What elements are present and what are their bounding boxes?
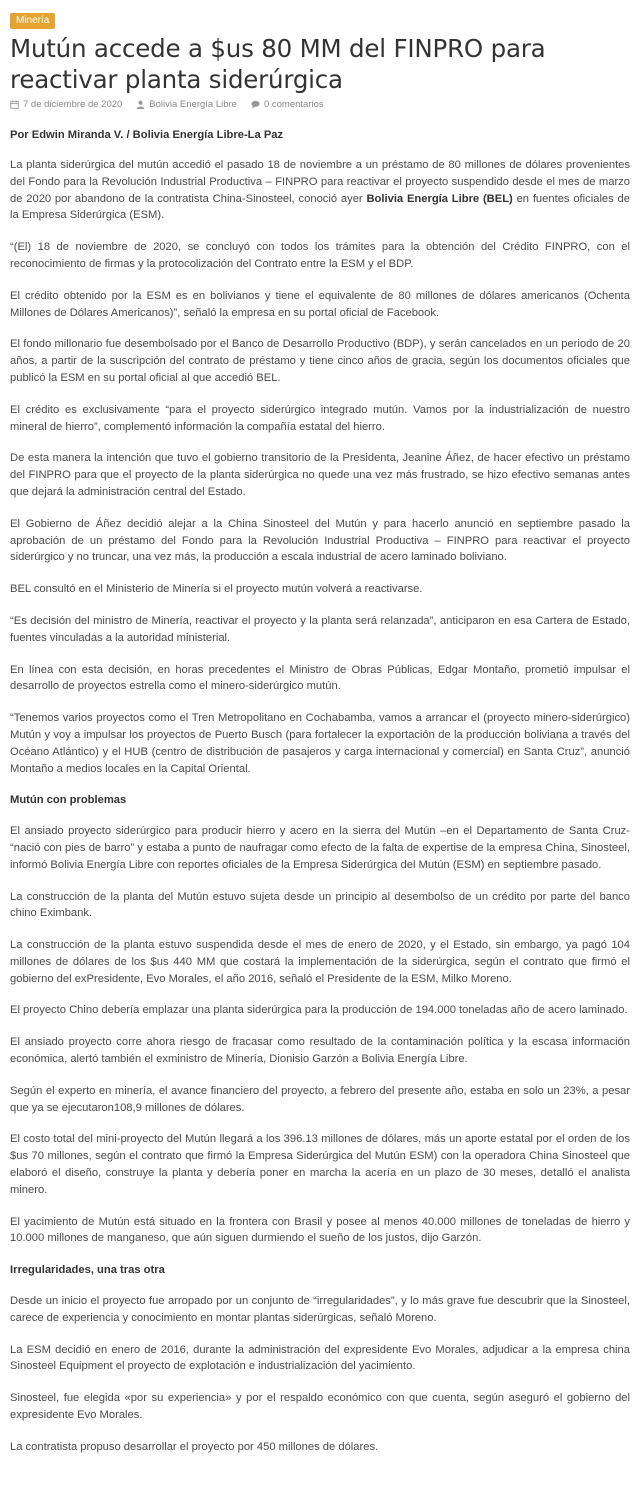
post-author-link[interactable]: Bolivia Energía Libre — [149, 99, 237, 110]
paragraph: La construcción de la planta estuvo suspendida desde el mes de enero de 2020, y el Estado, sin embargo, ya pagó 104 millones de dólares de los $us 440 MM que costará la implementación de la siderúrgica, según el contrato que firmó el gobierno del exPresidente, Evo Morales, el año 2016, señaló el Presidente de la ESM, Milko Moreno. — [10, 939, 630, 985]
paragraph: BEL consultó en el Ministerio de Minería si el proyecto mutún volverá a reactivarse. — [10, 583, 423, 596]
paragraph: La ESM decidió en enero de 2016, durante la administración del expresidente Evo Morales, adjudicar a la empresa china Sinosteel Equipment el proyecto de explotación e industrialización del yacimiento. — [10, 1343, 630, 1373]
paragraph: En línea con esta decisión, en horas precedentes el Ministro de Obras Públicas, Edgar Montaño, prometió impulsar el desarrollo de proyectos estrella como el minero-siderúrgico mutún. — [10, 663, 630, 693]
byline: Por Edwin Miranda V. / Bolivia Energía Libre-La Paz — [10, 129, 284, 141]
post-comments-link[interactable]: 0 comentarios — [263, 99, 324, 110]
comment-icon — [251, 100, 260, 109]
paragraph: El ansiado proyecto siderúrgico para producir hierro y acero en la sierra del Mutún –en el Departamento de Santa Cruz- “nació con pies de barro” y estaba a punto de naufragar como efecto de la falta de expertise de la empresa China, Sinosteel, informó Bolivia Energía Libre con reportes oficiales de la Empresa Siderúrgica del Mutún (ESM) en septiembre pasado. — [10, 825, 630, 871]
paragraph: “Es decisión del ministro de Minería, reactivar el proyecto y la planta será relanzada”, anticiparon en esa Cartera de Estado, fuentes vinculadas a la autoridad ministerial. — [10, 614, 630, 644]
article-title: Mutún accede a $us 80 MM del FINPRO para reactivar planta siderúrgica — [10, 34, 546, 94]
post-author[interactable] — [136, 99, 237, 110]
post-comments[interactable] — [251, 99, 324, 110]
paragraph: El proyecto Chino debería emplazar una planta siderúrgica para la producción de 194.000 toneladas año de acero laminado. — [10, 1004, 628, 1017]
paragraph: De esta manera la intención que tuvo el gobierno transitorio de la Presidenta, Jeanine Áñez, de hacer efectivo un préstamo del FINPRO para que el proyecto de la planta siderúrgica no quede una vez más frustrado, se hizo efectivo semanas antes que dejará la administración central del Estado. — [10, 452, 630, 498]
paragraph: El fondo millonario fue desembolsado por el Banco de Desarrollo Productivo (BDP), y serán cancelados en un periodo de 20 años, a partir de la suscripción del contrato de préstamo y tiene cinco años de gracia, según los documentos oficiales que publicó la ESM en su portal oficial al que accedió BEL. — [10, 338, 630, 384]
paragraph: Según el experto en minería, el avance financiero del proyecto, a febrero del presente año, estaba en solo un 23%, a pesar que ya se ejecutaron108,9 millones de dólares. — [10, 1084, 630, 1114]
paragraph: El crédito obtenido por la ESM es en bolivianos y tiene el equivalente de 80 millones de dólares americanos (Ochenta Millones de Dólares Americanos)”, señaló la empresa en su portal oficial de Facebook. — [10, 289, 630, 319]
paragraph: Sinosteel, fue elegida «por su experiencia» y por el respaldo económico con que cuenta, según aseguró el gobierno del expresidente Evo Morales. — [10, 1392, 630, 1422]
paragraph: “Tenemos varios proyectos como el Tren Metropolitano en Cochabamba, vamos a arrancar el (proyecto minero-siderúrgico) Mutún y voy a impulsar los proyectos de Puerto Busch (para fortalecer la exportación de la producción boliviana a través del Océano Atlántico) y el HUB (centro de distribución de pasajeros y carga internacional y comercial) en Santa Cruz”, anunció Montaño a medios locales en la Capital Oriental. — [10, 712, 630, 775]
paragraph-text: La planta siderúrgica del mutún accedió el pasado 18 de noviembre a un préstamo de 80 millones de dólares provenientes del Fondo para la Revolución Industrial Productiva – FINPRO para reactivar el proyecto suspendido desde el mes de marzo de 2020 por abandono de la contratista China-Sinosteel, conoció ayer — [10, 159, 630, 205]
post-date-link[interactable]: 7 de diciembre de 2020 — [23, 99, 123, 110]
category-badge[interactable]: Minería — [10, 13, 55, 29]
paragraph — [10, 157, 630, 224]
paragraph: El Gobierno de Áñez decidió alejar a la China Sinosteel del Mutún y para hacerlo anunció en septiembre pasado la aprobación de un préstamo del Fondo para la Revolución Industrial Productiva – FINPRO para reactivar el proyecto siderúrgico y no truncar, una vez más, la producción a escala industrial de acero laminado boliviano. — [10, 517, 630, 564]
paragraph: El crédito es exclusivamente “para el proyecto siderúrgico integrado mutún. Vamos por la industrialización de nuestro mineral de hierro”, complementó información la compañía estatal del hierro. — [10, 403, 630, 433]
post-meta — [10, 99, 630, 110]
section-heading: Mutún con problemas — [10, 794, 127, 807]
paragraph: El ansiado proyecto corre ahora riesgo de fracasar como resultado de la contaminación política y la escasa información económica, alertó también el exministro de Minería, Dionisio Garzón a Bolivia Energía Libre. — [10, 1036, 630, 1066]
source-name: Bolivia Energía Libre (BEL) — [366, 192, 513, 205]
article-body — [10, 157, 630, 1456]
user-icon — [136, 100, 145, 109]
paragraph: El costo total del mini-proyecto del Mutún llegará a los 396.13 millones de dólares, más un aporte estatal por el orden de los $us 70 millones, según el contrato que firmó la Empresa Siderúrgica del Mutún ESM) con la operadora China Sinosteel que elaboró el diseño, construye la planta y debería poner en marcha la acería en un plazo de 30 meses, detalló el analista minero. — [10, 1133, 630, 1196]
paragraph: La contratista propuso desarrollar el proyecto por 450 millones de dólares. — [10, 1440, 379, 1453]
post-date[interactable] — [10, 99, 122, 110]
paragraph: “(El) 18 de noviembre de 2020, se concluyó con todos los trámites para la obtención del Crédito FINPRO, con el reconocimiento de firmas y la protocolización del Contrato entre la ESM y el BDP. — [10, 241, 630, 270]
paragraph: La construcción de la planta del Mutún estuvo sujeta desde un principio al desembolso de un crédito por parte del banco chino Eximbank. — [10, 890, 630, 920]
calendar-icon — [10, 100, 19, 109]
paragraph: Desde un inicio el proyecto fue arropado por un conjunto de “irregularidades”, y lo más grave fue descubrir que la Sinosteel, carece de experiencia y conocimiento en montar plantas siderúrgicas, señaló Moreno. — [10, 1295, 630, 1324]
paragraph: El yacimiento de Mutún está situado en la frontera con Brasil y posee al menos 40.000 millones de toneladas de hierro y 10.000 millones de manganeso, que aún siguen durmiendo el sueño de los justos, dijo Garzón. — [10, 1215, 630, 1245]
paragraph-text: en fuentes oficiales de la Empresa Siderúrgica (ESM). — [10, 192, 630, 222]
section-heading: Irregularidades, una tras otra — [10, 1264, 165, 1277]
